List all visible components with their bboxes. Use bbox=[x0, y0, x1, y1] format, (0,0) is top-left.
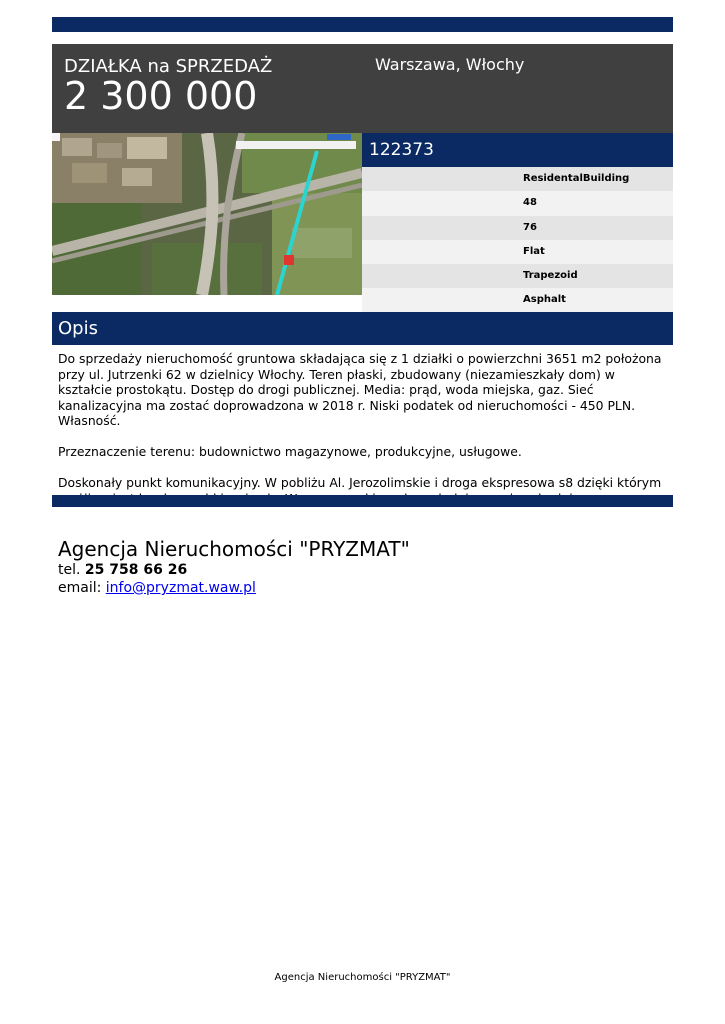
param-value: ResidentalBuilding bbox=[523, 173, 630, 184]
param-row bbox=[362, 191, 673, 215]
param-row bbox=[362, 288, 673, 312]
param-value: Trapezoid bbox=[523, 270, 578, 282]
description-paragraph: Do sprzedaży nieruchomość gruntowa składająca się z 1 działki o powierzchni 3651 m2 położona przy ul. Jutrzenki 62 w dzielnicy Włochy. Teren płaski, zbudowany (niezamieszkały dom) w kształcie prostokątu. Dostęp do drogi publicznej. Media: prąd, woda miejska, gaz. Sieć kanalizacyjna ma zostać doprowadzona w 2018 r. Niski podatek od nieruchomości - 450 PLN. Własność. bbox=[58, 351, 662, 428]
listing-price: 2 300 000 bbox=[64, 74, 258, 118]
listing-type: DZIAŁKA na SPRZEDAŻ bbox=[64, 56, 273, 77]
param-value: 48 bbox=[523, 197, 537, 209]
email-line bbox=[58, 579, 410, 597]
param-row bbox=[362, 216, 673, 240]
agency-name: Agencja Nieruchomości "PRYZMAT" bbox=[58, 537, 410, 561]
phone-label: tel. bbox=[58, 562, 81, 578]
description-title: Opis bbox=[58, 318, 98, 339]
description-section-header bbox=[52, 312, 673, 345]
agency-contact bbox=[58, 537, 410, 597]
param-row bbox=[362, 240, 673, 264]
email-link[interactable]: info@pryzmat.waw.pl bbox=[105, 580, 256, 596]
description-paragraph: Doskonały punkt komunikacyjny. W pobliżu Al. Jerozolimskie i droga ekspresowa s8 dzięki którym bbox=[58, 475, 662, 490]
listing-id-box bbox=[362, 133, 673, 167]
top-accent-bar bbox=[52, 17, 673, 32]
param-row bbox=[362, 264, 673, 288]
page-footer: Agencja Nieruchomości "PRYZMAT" bbox=[274, 972, 451, 983]
params-table bbox=[362, 167, 673, 313]
listing-id: 122373 bbox=[369, 140, 434, 160]
listing-header bbox=[52, 44, 673, 133]
param-value: Asphalt bbox=[523, 294, 566, 306]
phone-number: 25 758 66 26 bbox=[84, 562, 188, 578]
email-label: email: bbox=[58, 580, 102, 596]
param-value: Flat bbox=[523, 245, 545, 257]
aerial-map-photo bbox=[52, 133, 362, 295]
param-value: 76 bbox=[523, 221, 537, 233]
description-paragraph: Przeznaczenie terenu: budownictwo magazynowe, produkcyjne, usługowe. bbox=[58, 444, 522, 459]
param-row bbox=[362, 167, 673, 191]
listing-location: Warszawa, Włochy bbox=[375, 55, 525, 74]
bottom-accent-bar bbox=[52, 495, 673, 507]
phone-line bbox=[58, 561, 410, 579]
